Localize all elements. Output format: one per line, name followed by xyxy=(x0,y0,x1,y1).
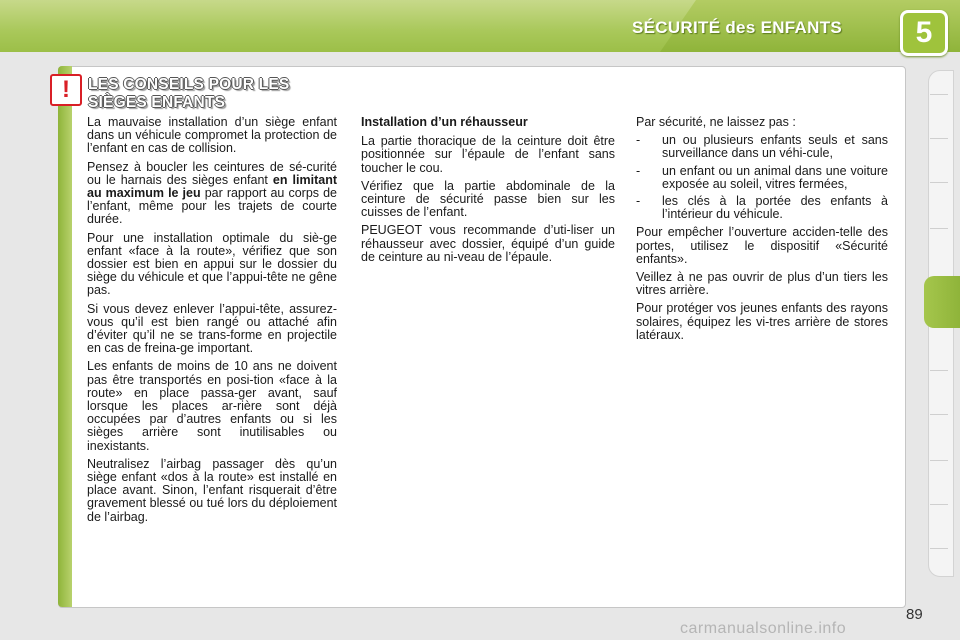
text-column-2 xyxy=(361,116,615,269)
section-title xyxy=(88,76,289,112)
tab-divider xyxy=(930,504,948,505)
watermark: carmanualsonline.info xyxy=(680,620,847,637)
tab-divider xyxy=(930,548,948,549)
paragraph: Vérifiez que la partie abdominale de la ceinture de sécurité passe bien sur les cuisses de l’enfant. xyxy=(361,178,615,220)
paragraph: Veillez à ne pas ouvrir de plus d’un tiers les vitres arrière. xyxy=(636,270,888,298)
paragraph: Les enfants de moins de 10 ans ne doivent pas être transportés en posi-tion «face à la route» en place passa-ger avant, sauf lorsque les places ar-rière sont déjà occupées par d’autres enfants ou si les sièges arrière sont inutilisables ou inexistants. xyxy=(87,359,337,453)
tab-divider xyxy=(930,370,948,371)
tab-divider xyxy=(930,228,948,229)
tab-divider xyxy=(930,182,948,183)
list-item: - un ou plusieurs enfants seuls et sans surveillance dans un véhi-cule, xyxy=(636,134,888,160)
paragraph: Neutralisez l’airbag passager dès qu’un siège enfant «dos à la route» est installé en place avant. Sinon, l’enfant risquerait d’être gravement blessé ou tué lors du déploiement de l’airbag. xyxy=(87,456,337,524)
paragraph: Pour protéger vos jeunes enfants des rayons solaires, équipez les vi-tres arrière de stores latéraux. xyxy=(636,301,888,342)
paragraph: Pour une installation optimale du siè-ge enfant «face à la route», vérifiez que son dossier est bien en appui sur le dossier du siège du véhicule et que l’appui-tête ne gêne pas. xyxy=(87,230,337,298)
chapter-title: SÉCURITÉ des ENFANTS xyxy=(632,18,843,37)
page-number: 89 xyxy=(906,606,923,623)
paragraph: La partie thoracique de la ceinture doit être positionnée sur l’épaule de l’enfant sans toucher le cou. xyxy=(361,134,615,175)
list-item: - les clés à la portée des enfants à l’intérieur du véhicule. xyxy=(636,195,888,221)
paragraph: La mauvaise installation d’un siège enfant dans un véhicule compromet la protection de l’enfant en cas de collision. xyxy=(87,115,337,156)
section-title-line1: LES CONSEILS POUR LES xyxy=(88,76,290,93)
paragraph: Par sécurité, ne laissez pas : xyxy=(636,115,796,129)
section-title-line2: SIÈGES ENFANTS xyxy=(88,94,226,111)
paragraph: PEUGEOT vous recommande d’uti-liser un réhausseur avec dossier, équipé d’un guide de ceinture au ni-veau de l’épaule. xyxy=(361,223,615,264)
tab-divider xyxy=(930,414,948,415)
text-column-1 xyxy=(87,116,337,529)
subheading: Installation d’un réhausseur xyxy=(361,115,528,129)
tab-divider xyxy=(930,138,948,139)
dash-list xyxy=(636,134,888,221)
warning-icon: ! xyxy=(50,74,82,106)
text-run: par rapport au corps de l’enfant, même pour les trajets de courte durée. xyxy=(87,186,337,227)
list-item: - un enfant ou un animal dans une voiture exposée au soleil, vitres fermées, xyxy=(636,165,888,191)
active-chapter-tab xyxy=(924,276,960,328)
text-run: Pensez à boucler les ceintures de sé-curité ou le harnais des sièges enfant xyxy=(87,159,337,187)
paragraph: Si vous devez enlever l’appui-tête, assurez-vous qu’il est bien rangé ou attaché afin d’éviter qu’il ne se trans-forme en projectile en cas de freina-ge important. xyxy=(87,301,337,356)
tab-divider xyxy=(930,460,948,461)
tab-divider xyxy=(930,94,948,95)
page-left-accent-bar xyxy=(58,66,72,607)
paragraph: Pour empêcher l’ouverture acciden-telle des portes, utilisez le dispositif «Sécurité enfants». xyxy=(636,225,888,266)
text-column-3 xyxy=(636,116,888,347)
paragraph xyxy=(87,161,337,227)
bold-text-run: en limitant au maximum le jeu xyxy=(87,172,337,201)
chapter-number-badge: 5 xyxy=(900,10,948,56)
